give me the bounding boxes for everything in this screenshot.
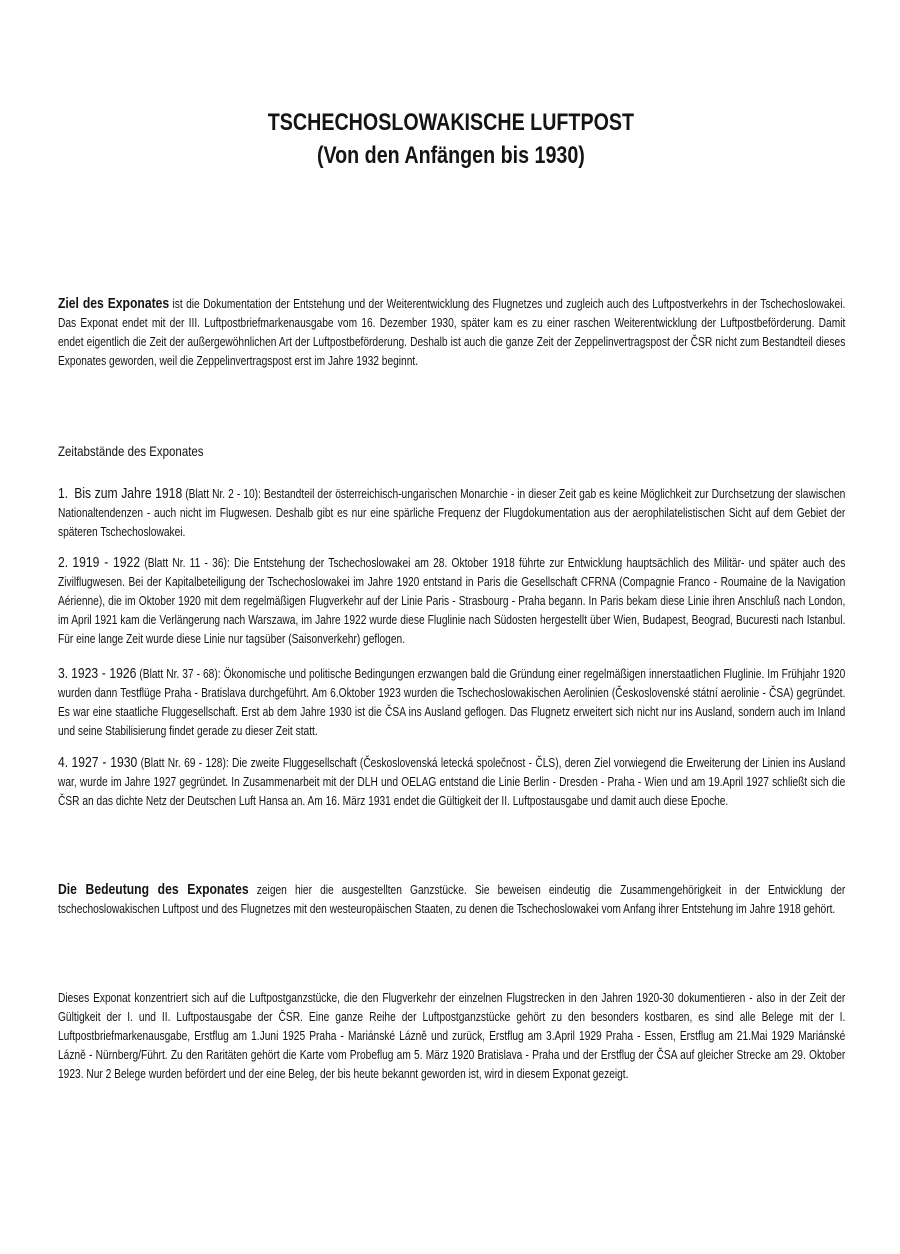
significance-text: zeigen hier die ausgestellten Ganzstücke. Sie beweisen eindeutig die Zusammengehörigkeit in der Entwicklung der tschechoslowakischen Luftpost und des Flugnetzes mit den westeuropäischen Staaten, zu denen die Tschechoslowakei vom Anfang ihrer Entstehung im Jahre 1918 gehört. bbox=[58, 883, 846, 916]
significance-paragraph bbox=[58, 880, 845, 919]
period-text: : Ökonomische und politische Bedingungen erzwangen bald die Gründung einer regelmäßigen innerstaatlichen Fluglinie. Im Frühjahr 1920 wurden dann Testflüge Praha - Bratislava durchgeführt. Am 6.Oktober 1923 wurden die Tschechoslowakischen Aerolinien (Československé státní aerolinie - ČSA) gegründet. Es war eine staatliche Fluggesellschaft. Erst ab dem Jahre 1930 ist die ČSA ins Ausland geflogen. Das Flugnetz erweitert sich nicht nur ins Ausland, sondern auch im Inland und seine Stabilisierung findet gerade zu dieser Zeit statt. bbox=[58, 667, 846, 738]
intro-text: ist die Dokumentation der Entstehung und der Weiterentwicklung des Flugnetzes und zugleich auch des Luftpostverkehrs in der Tschechoslowakei. Das Exponat endet mit der III. Luftpostbriefmarkenausgabe vom 16. Dezember 1930, später kam es zu einer raschen Weiterentwicklung der Luftpostbeförderung. Damit endet eigentlich die Zeit der außergewöhnlichen Art der Luftpostbeförderung. Deshalb ist auch die ganze Zeit der Zeppelinvertragspost der ČSR nicht zum Bestandteil dieses Exponates geworden, weil die Zeppelinvertragspost erst im Jahre 1932 beginnt. bbox=[58, 297, 846, 368]
period-years: 1927 - 1930 bbox=[71, 754, 138, 771]
period-number: 4. bbox=[58, 754, 69, 771]
focus-paragraph bbox=[58, 989, 845, 1084]
period-years: 1919 - 1922 bbox=[72, 554, 141, 571]
period-years: 1923 - 1926 bbox=[71, 665, 137, 682]
page-subtitle: (Von den Anfängen bis 1930) bbox=[316, 142, 585, 169]
period-text: : Die Entstehung der Tschechoslowakei am 28. Oktober 1918 führte zur Entwicklung hauptsächlich des Militär- und später auch des Zivilflugwesen. Bei der Kapitalbeteiligung der Tschechoslowakei im Jahre 1920 entstand in Paris die Gesellschaft CFRNA (Compagnie Franco - Roumaine de la Navigation Aérienne), die im Oktober 1920 mit dem regelmäßigen Flugverkehr auf der Linie Paris - Strasbourg - Praha begann. In Paris bekam diese Linie ihren Anschluß nach London, im April 1921 kam die Verlängerung nach Warszawa, im Jahre 1922 wurde diese Fluglinie nach Südosten hergestellt über Wien, Budapest, Beograd, Bucuresti nach Istanbul. Für eine lange Zeit wurde diese Linie nur tagsüber (Saisonverkehr) geflogen. bbox=[58, 556, 846, 646]
period-item bbox=[58, 553, 845, 649]
period-sheets: (Blatt Nr. 2 - 10) bbox=[182, 487, 259, 501]
period-text: : Die zweite Fluggesellschaft (Československá letecká společnost - ČLS), deren Ziel vorwiegend die Erweiterung der Linien ins Ausland war, wurde im Jahre 1927 gegründet. In Zusammenarbeit mit der DLH und OELAG entstand die Linie Berlin - Dresden - Praha - Wien und am 19.April 1927 schließt sich die ČSR an das dichte Netz der Deutschen Luft Hansa an. Am 16. März 1931 endet die Gültigkeit der II. Luftpostausgabe und damit auch diese Epoche. bbox=[58, 756, 846, 808]
intro-paragraph bbox=[58, 294, 845, 371]
period-item bbox=[58, 664, 845, 741]
intro-lead: Ziel des Exponates bbox=[58, 295, 170, 312]
period-sheets: (Blatt Nr. 11 - 36) bbox=[140, 556, 227, 570]
period-sheets: (Blatt Nr. 69 - 128) bbox=[137, 756, 226, 770]
period-item bbox=[58, 484, 845, 542]
period-years: Bis zum Jahre 1918 bbox=[74, 485, 183, 502]
period-number: 1. bbox=[58, 485, 69, 502]
period-number: 2. bbox=[58, 554, 69, 571]
focus-text: Dieses Exponat konzentriert sich auf die Luftpostganzstücke, die den Flugverkehr der einzelnen Flugstrecken in den Jahren 1920-30 dokumentieren - also in der Zeit der Gültigkeit der I. und II. Luftpostausgabe der ČSR. Eine ganze Reihe der Luftpostganzstücke gehört zu den besonders kostbaren, es sind alle Belege mit der I. Luftpostbriefmarkenausgabe, Erstflug am 1.Juni 1925 Praha - Mariánské Lázně und zurück, Erstflug am 3.April 1929 Praha - Essen, Erstflug am 21.Mai 1929 Mariánské Lázně - Nürnberg/Führt. Zu den Raritäten gehört die Karte vom Probeflug am 5. März 1920 Bratislava - Praha und der Erstflug der ČSA auf gleicher Strecke am 29. Oktober 1923. Nur 2 Belege wurden befördert und der eine Beleg, der bis heute bekannt geworden ist, wird in diesem Exponat gezeigt. bbox=[58, 991, 846, 1081]
period-number: 3. bbox=[58, 665, 69, 682]
period-sheets: (Blatt Nr. 37 - 68) bbox=[136, 667, 218, 681]
period-item bbox=[58, 753, 845, 811]
period-text: : Bestandteil der österreichisch-ungarischen Monarchie - in dieser Zeit gab es keine Möglichkeit zur Durchsetzung der slawischen Nationaltendenzen - auch nicht im Flugwesen. Deshalb gibt es nur eine spärliche Frequenz der Flugdokumentation aus der aerophilatelistischen Sicht auf dem Gebiet der späteren Tschechoslowakei. bbox=[58, 487, 846, 539]
page-title: TSCHECHOSLOWAKISCHE LUFTPOST bbox=[267, 109, 635, 136]
significance-lead: Die Bedeutung des Exponates bbox=[58, 881, 249, 898]
periods-heading: Zeitabstände des Exponates bbox=[58, 443, 204, 459]
